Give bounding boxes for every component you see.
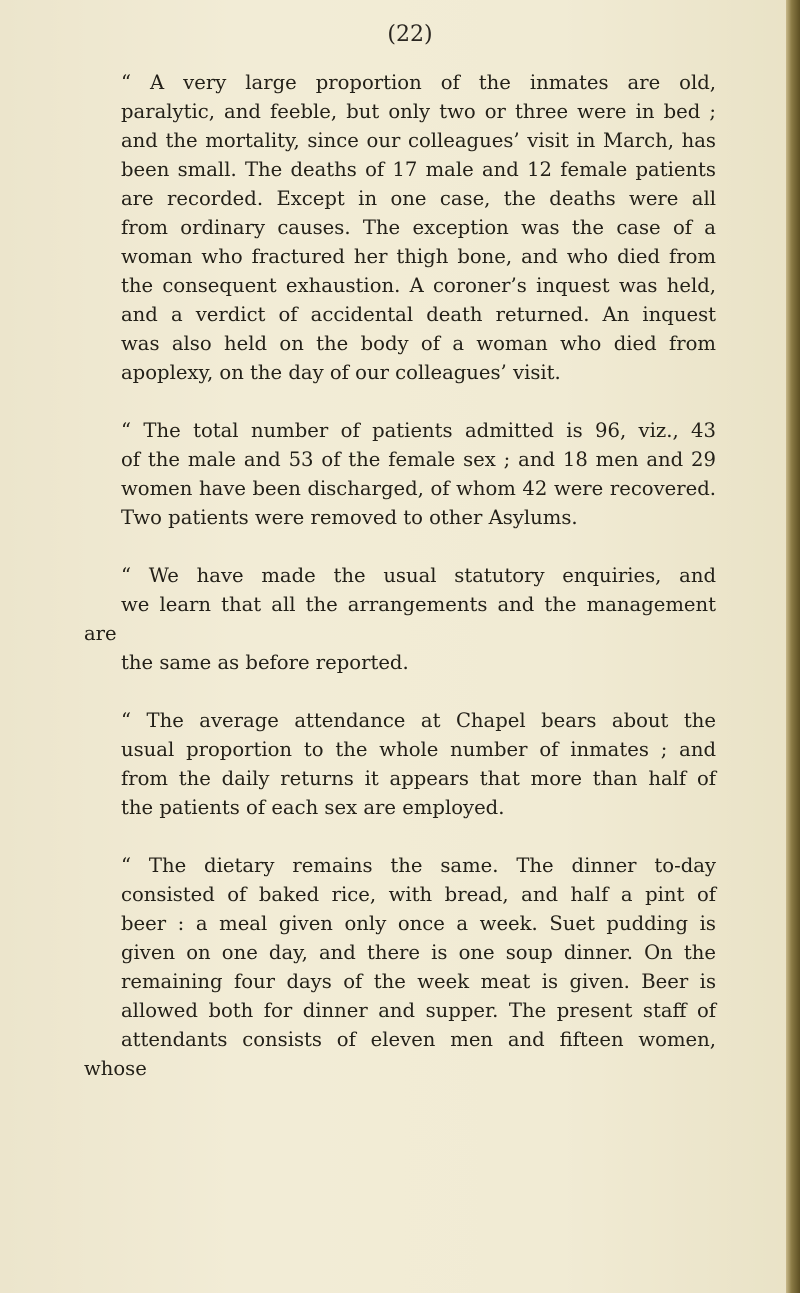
text-line: the same as before reported.: [121, 651, 409, 674]
text-line: “ The total number of patients admitted is 96, viz., 43: [121, 419, 716, 442]
text-line: the consequent exhaustion. A coroner’s inquest was held,: [121, 274, 716, 297]
paragraph-chapel: [84, 706, 716, 822]
text-line: “ The dietary remains the same. The dinner to-day: [121, 854, 716, 877]
text-line: allowed both for dinner and supper. The present staff of: [121, 999, 716, 1022]
text-line: usual proportion to the whole number of inmates ; and: [121, 738, 716, 761]
paragraph-admissions: [84, 416, 716, 532]
text-line: from the daily returns it appears that more than half of: [121, 767, 716, 790]
text-line: and a verdict of accidental death returned. An inquest: [121, 303, 716, 326]
text-line: the patients of each sex are employed.: [121, 796, 505, 819]
text-line: “ The average attendance at Chapel bears about the: [121, 709, 716, 732]
page-number: (22): [387, 22, 433, 47]
text-line: “ We have made the usual statutory enquiries, and: [121, 564, 716, 587]
text-line: of the male and 53 of the female sex ; and 18 men and 29: [121, 448, 716, 471]
text-line: woman who fractured her thigh bone, and who died from: [121, 245, 716, 268]
paragraph-dietary: [84, 851, 716, 1083]
text-line: Two patients were removed to other Asylums.: [121, 506, 578, 529]
text-line: from ordinary causes. The exception was the case of a: [121, 216, 716, 239]
text-line: beer : a meal given only once a week. Suet pudding is: [121, 912, 716, 935]
text-line: apoplexy, on the day of our colleagues’ visit.: [121, 361, 561, 384]
text-line: consisted of baked rice, with bread, and half a pint of: [121, 883, 716, 906]
body-text: [84, 68, 716, 1112]
text-line: women have been discharged, of whom 42 were recovered.: [121, 477, 716, 500]
paragraph-enquiries: [84, 561, 716, 677]
text-line: are recorded. Except in one case, the deaths were all: [121, 187, 716, 210]
text-line: we learn that all the arrangements and the management are: [84, 593, 716, 645]
text-line: was also held on the body of a woman who died from: [121, 332, 716, 355]
text-line: and the mortality, since our colleagues’ visit in March, has: [121, 129, 716, 152]
text-line: given on one day, and there is one soup dinner. On the: [121, 941, 716, 964]
page-edge: [786, 0, 800, 1293]
paragraph-mortality: [84, 68, 716, 387]
text-line: remaining four days of the week meat is given. Beer is: [121, 970, 716, 993]
text-line: been small. The deaths of 17 male and 12 female patients: [121, 158, 716, 181]
text-line: paralytic, and feeble, but only two or three were in bed ;: [121, 100, 716, 123]
text-line: attendants consists of eleven men and fifteen women, whose: [84, 1028, 716, 1080]
text-line: “ A very large proportion of the inmates are old,: [121, 71, 716, 94]
